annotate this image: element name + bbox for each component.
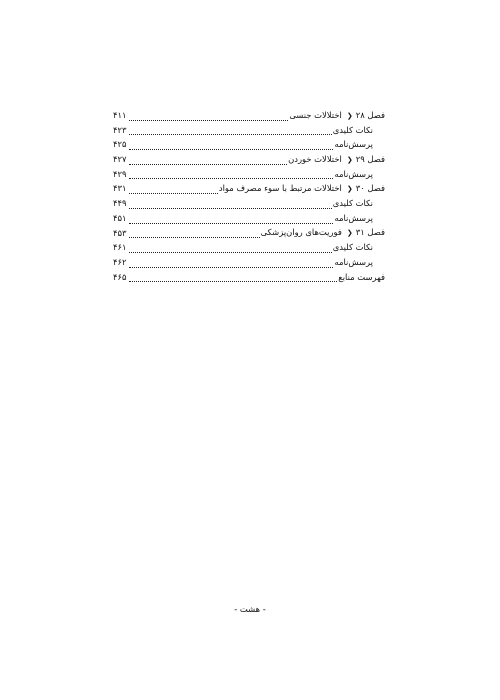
toc-row[interactable]	[113, 152, 385, 167]
toc-entry-title	[218, 181, 385, 197]
section-title: پرسش‌نامه	[334, 139, 373, 150]
page-number: ۴۴۹	[113, 198, 127, 209]
chapter-title: اختلالات جنسی	[289, 109, 342, 120]
section-title: پرسش‌نامه	[334, 256, 373, 267]
section-title: پرسش‌نامه	[334, 212, 373, 223]
section-title: نکات کلیدی	[332, 198, 373, 209]
dot-leader	[129, 242, 332, 253]
toc-row[interactable]	[113, 196, 385, 211]
dot-leader	[129, 168, 334, 179]
chapter-title: فوریت‌های روان‌پزشکی	[260, 227, 342, 237]
toc-row[interactable]	[113, 123, 385, 138]
chevron-left-icon: ❮	[346, 111, 353, 120]
toc-row[interactable]	[113, 137, 385, 152]
toc-row[interactable]	[113, 240, 385, 255]
page-number: ۴۶۱	[113, 242, 127, 253]
page-number: ۴۶۵	[113, 271, 127, 282]
page-number: ۴۵۳	[113, 227, 127, 238]
dot-leader	[129, 110, 289, 121]
dot-leader	[129, 227, 260, 238]
chapter-label: فصل ۲۸	[355, 109, 385, 120]
toc-row[interactable]	[113, 255, 385, 270]
chapter-title: اختلالات خوردن	[288, 153, 342, 164]
dot-leader	[129, 139, 334, 150]
chevron-left-icon: ❮	[346, 155, 353, 164]
dot-leader	[129, 198, 332, 209]
dot-leader	[129, 213, 334, 224]
dot-leader	[129, 271, 338, 282]
toc-row[interactable]	[113, 226, 385, 241]
chapter-title: اختلالات مرتبط با سوء مصرف مواد	[218, 182, 342, 193]
dot-leader	[129, 257, 334, 268]
page-number: ۴۲۵	[113, 139, 127, 150]
page-number: ۴۲۹	[113, 168, 127, 179]
chapter-label: فصل ۳۱	[355, 227, 385, 237]
page-number: ۴۵۱	[113, 212, 127, 223]
toc-entry-title	[260, 225, 385, 241]
page-footer-number: - هشت -	[234, 604, 266, 614]
page-number: ۴۲۳	[113, 124, 127, 135]
chevron-left-icon: ❮	[346, 184, 353, 193]
chevron-left-icon: ❮	[346, 229, 353, 237]
section-title: نکات کلیدی	[332, 242, 373, 253]
toc-row[interactable]	[113, 167, 385, 182]
chapter-label: فصل ۳۰	[355, 182, 385, 193]
chapter-label: فصل ۲۹	[355, 153, 385, 164]
page-number: ۴۲۷	[113, 154, 127, 165]
toc-row[interactable]	[113, 211, 385, 226]
page-number: ۴۶۲	[113, 256, 127, 267]
toc-row[interactable]	[113, 270, 385, 285]
section-title: پرسش‌نامه	[334, 168, 373, 179]
toc-entry-title	[287, 152, 385, 168]
section-title: نکات کلیدی	[332, 124, 373, 135]
page-number: ۴۳۱	[113, 183, 127, 194]
toc-row[interactable]	[113, 181, 385, 196]
dot-leader	[129, 183, 218, 194]
toc-entry-title	[288, 108, 385, 124]
table-of-contents	[113, 108, 385, 284]
dot-leader	[129, 124, 332, 135]
references-title: فهرست منابع	[338, 271, 385, 282]
dot-leader	[129, 154, 288, 165]
toc-row[interactable]	[113, 108, 385, 123]
page-number: ۴۱۱	[113, 110, 127, 120]
